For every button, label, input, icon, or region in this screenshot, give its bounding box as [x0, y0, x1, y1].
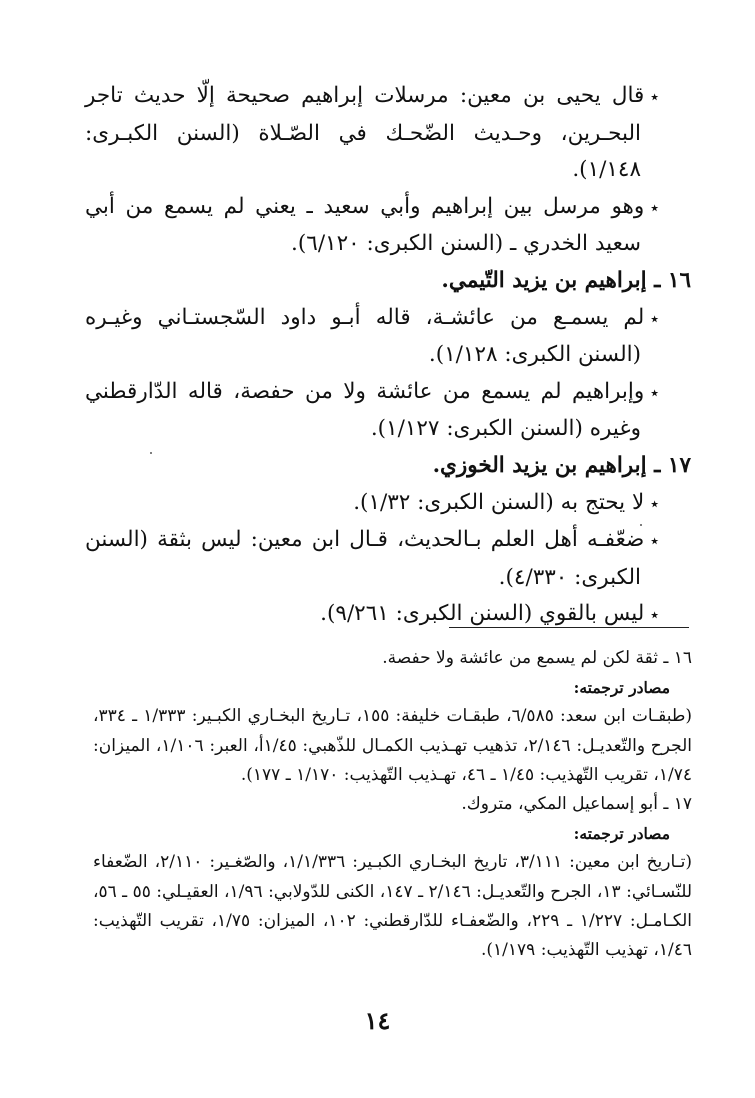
narration-text: قال يحيى بن معين: مرسلات إبراهيم صحيحة إلّا حديث تاجر البحـرين، وحـديث الضّحـك في الصّـلاة (السنن الكبـرى: ١/١٤٨).: [85, 83, 645, 183]
asterisk-icon: ٭: [650, 87, 659, 106]
footnote-17: ١٧ ـ أبو إسماعيل المكي، متروك.: [461, 794, 692, 815]
narration-paragraph: [85, 300, 659, 374]
narration-text: وهو مرسل بين إبراهيم وأبي سعيد ـ يعني لم يسمع من أبي سعيد الخدري ـ (السنن الكبرى: ٦/١٢٠).: [85, 193, 645, 257]
asterisk-icon: ٭: [650, 382, 659, 402]
narration-paragraph: [85, 189, 659, 263]
asterisk-icon: ٭: [650, 605, 659, 625]
entry-17: [85, 485, 691, 634]
footnote-16-sources: (طبقـات ابن سعد: ٦/٥٨٥، طبقـات خليفة: ١٥٥، تـاريخ البخـاري الكبـير: ١/٣٣٣ ـ ٣٣٤، الجرح والتّعديـل: ٢/١٤٦، تذهيب تهـذيب الكمـال للذّهبي: ١/٤٥أ، العبر: ١/١٠٦، الميزان: ١/٧٤، تقريب التّهذيب: ١/٤٥ ـ ٤٦، تهـذيب التّهذيب: ١/١٧٠ ـ ١٧٧).: [93, 706, 693, 785]
entry-16: [85, 300, 691, 448]
narration-paragraph: [85, 485, 659, 523]
scan-speck: [640, 524, 642, 526]
scan-speck: [150, 452, 152, 454]
entry-heading-17: ١٧ ـ إبراهيم بن يزيد الخوزي.: [432, 452, 691, 478]
asterisk-icon: ٭: [650, 493, 659, 513]
narration-text: وإبراهيم لم يسمع من عائشة ولا من حفصة، قاله الدّارقطني وغيره (السنن الكبرى: ١/١٢٧).: [85, 378, 645, 442]
narration-text: ليس بالقوي (السنن الكبرى: ٩/٢٦١).: [320, 601, 645, 627]
narration-text: ضعّفـه أهل العلم بـالحديث، قـال ابن معين: ليس بثقة (السنن الكبرى: ٤/٣٣٠).: [85, 527, 645, 590]
narration-paragraph: [85, 78, 659, 189]
page-number: ١٤: [364, 1006, 391, 1035]
narration-paragraph: [85, 596, 659, 634]
footnote-16-sources-label: مصادر ترجمته:: [573, 678, 670, 698]
narration-paragraph: [85, 374, 659, 448]
asterisk-icon: ٭: [650, 308, 659, 328]
asterisk-icon: ٭: [650, 531, 659, 551]
entry-heading-16: ١٦ ـ إبراهيم بن يزيد التّيمي.: [441, 267, 691, 293]
main-text: [85, 78, 691, 634]
narration-block: [85, 78, 691, 263]
footnote-separator: [449, 627, 689, 628]
narration-text: لا يحتج به (السنن الكبرى: ١/٣٢).: [353, 489, 645, 515]
footnote-17-sources: (تـاريخ ابن معين: ٣/١١١، تاريخ البخـاري الكبـير: ١/١/٣٣٦، والصّغـير: ٢/١١٠، الضّعفاء للنّسـائي: ١٣، الجرح والتّعديـل: ٢/١٤٦ ـ ١٤٧، الكنى للدّولابي: ١/٩٦، العقيـلي: ٥٥ ـ ٥٦، الكـامـل: ١/٢٢٧ ـ ٢٢٩، والضّعفـاء للدّارقطني: ١٠٢، الميزان: ١/٧٥، تقريب التّهذيب: ١/٤٦، تهذيب التّهذيب: ١/١٧٩).: [93, 852, 693, 961]
narration-paragraph: [85, 522, 659, 596]
footnote-16: ١٦ ـ ثقة لكن لم يسمع من عائشة ولا حفصة.: [382, 648, 692, 668]
narration-text: لم يسمـع من عائشـة، قاله أبـو داود السّجستـاني وغيـره (السنن الكبرى: ١/١٢٨).: [85, 304, 645, 368]
footnotes: [93, 644, 692, 965]
footnote-17-sources-label: مصادر ترجمته:: [573, 824, 670, 844]
asterisk-icon: ٭: [650, 197, 659, 217]
